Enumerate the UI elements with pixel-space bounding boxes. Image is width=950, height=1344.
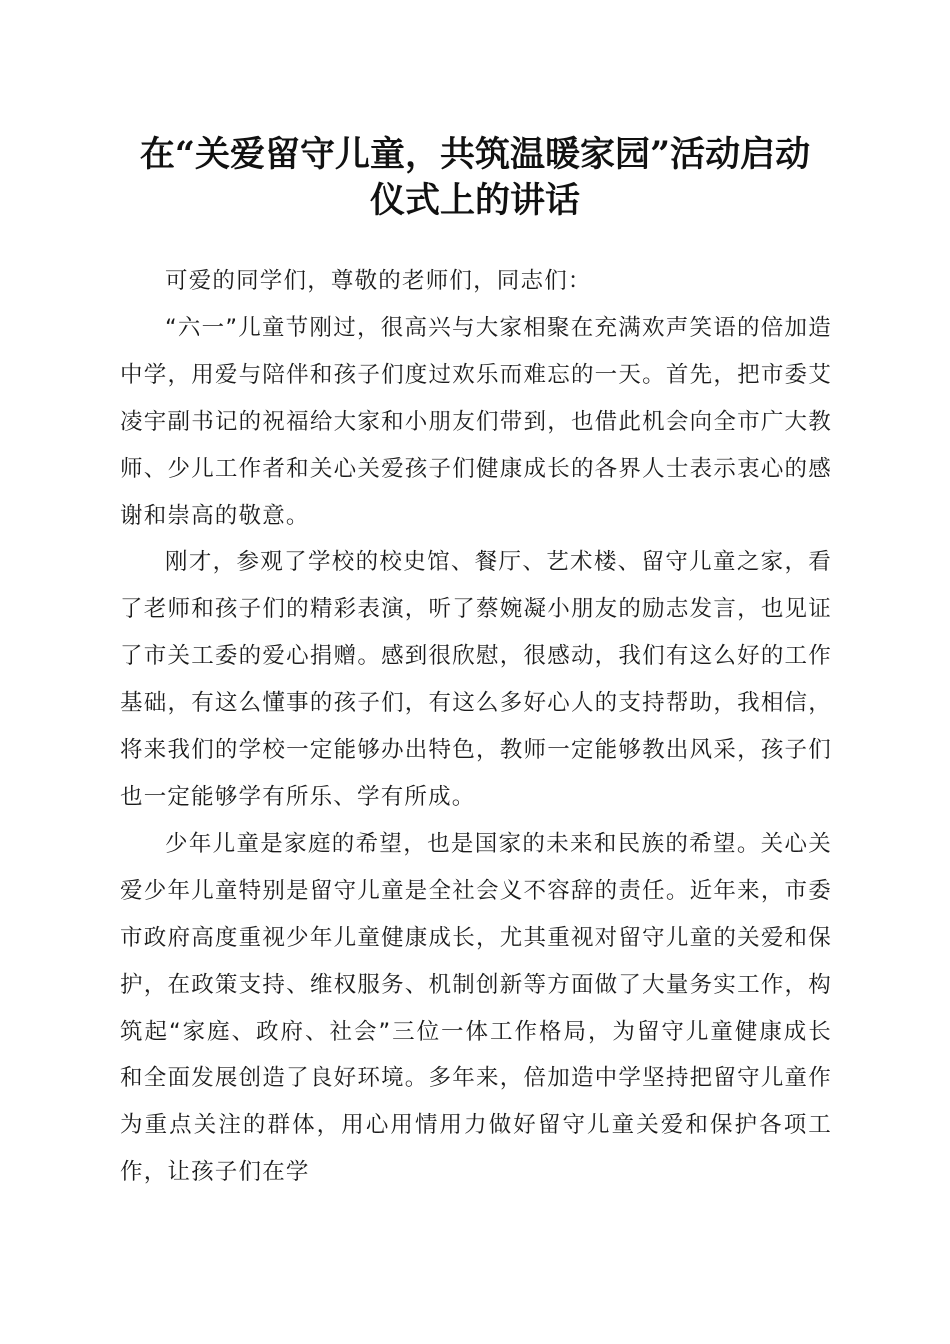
- title-line-1: 在“关爱留守儿童，共筑温暖家园”活动启动: [139, 134, 811, 175]
- paragraph-2: 刚才，参观了学校的校史馆、餐厅、艺术楼、留守儿童之家，看了老师和孩子们的精彩表演，听了蔡婉凝小朋友的励志发言，也见证了市关工委的爱心捐赠。感到很欣慰，很感动，我们有这么好的工作基础，有这么懂事的孩子们，有这么多好心人的支持帮助，我相信，将来我们的学校一定能够办出特色，教师一定能够教出风采，孩子们也一定能够学有所乐、学有所成。: [120, 549, 832, 810]
- paragraph-1: “六一”儿童节刚过，很高兴与大家相聚在充满欢声笑语的倍加造中学，用爱与陪伴和孩子们度过欢乐而难忘的一天。首先，把市委艾凌宇副书记的祝福给大家和小朋友们带到，也借此机会向全市广大教师、少儿工作者和关心关爱孩子们健康成长的各界人士表示衷心的感谢和崇高的敬意。: [120, 314, 832, 529]
- document-body: [120, 258, 832, 1196]
- title-line-2: 仪式上的讲话: [369, 180, 580, 221]
- salutation: 可爱的同学们，尊敬的老师们，同志们：: [165, 268, 592, 294]
- document-title: [100, 132, 850, 224]
- paragraph-3: 少年儿童是家庭的希望，也是国家的未来和民族的希望。关心关爱少年儿童特别是留守儿童是全社会义不容辞的责任。近年来，市委市政府高度重视少年儿童健康成长，尤其重视对留守儿童的关爱和保护，在政策支持、维权服务、机制创新等方面做了大量务实工作，构筑起“家庭、政府、社会”三位一体工作格局，为留守儿童健康成长和全面发展创造了良好环境。多年来，倍加造中学坚持把留守儿童作为重点关注的群体，用心用情用力做好留守儿童关爱和保护各项工作，让孩子们在学: [120, 830, 832, 1186]
